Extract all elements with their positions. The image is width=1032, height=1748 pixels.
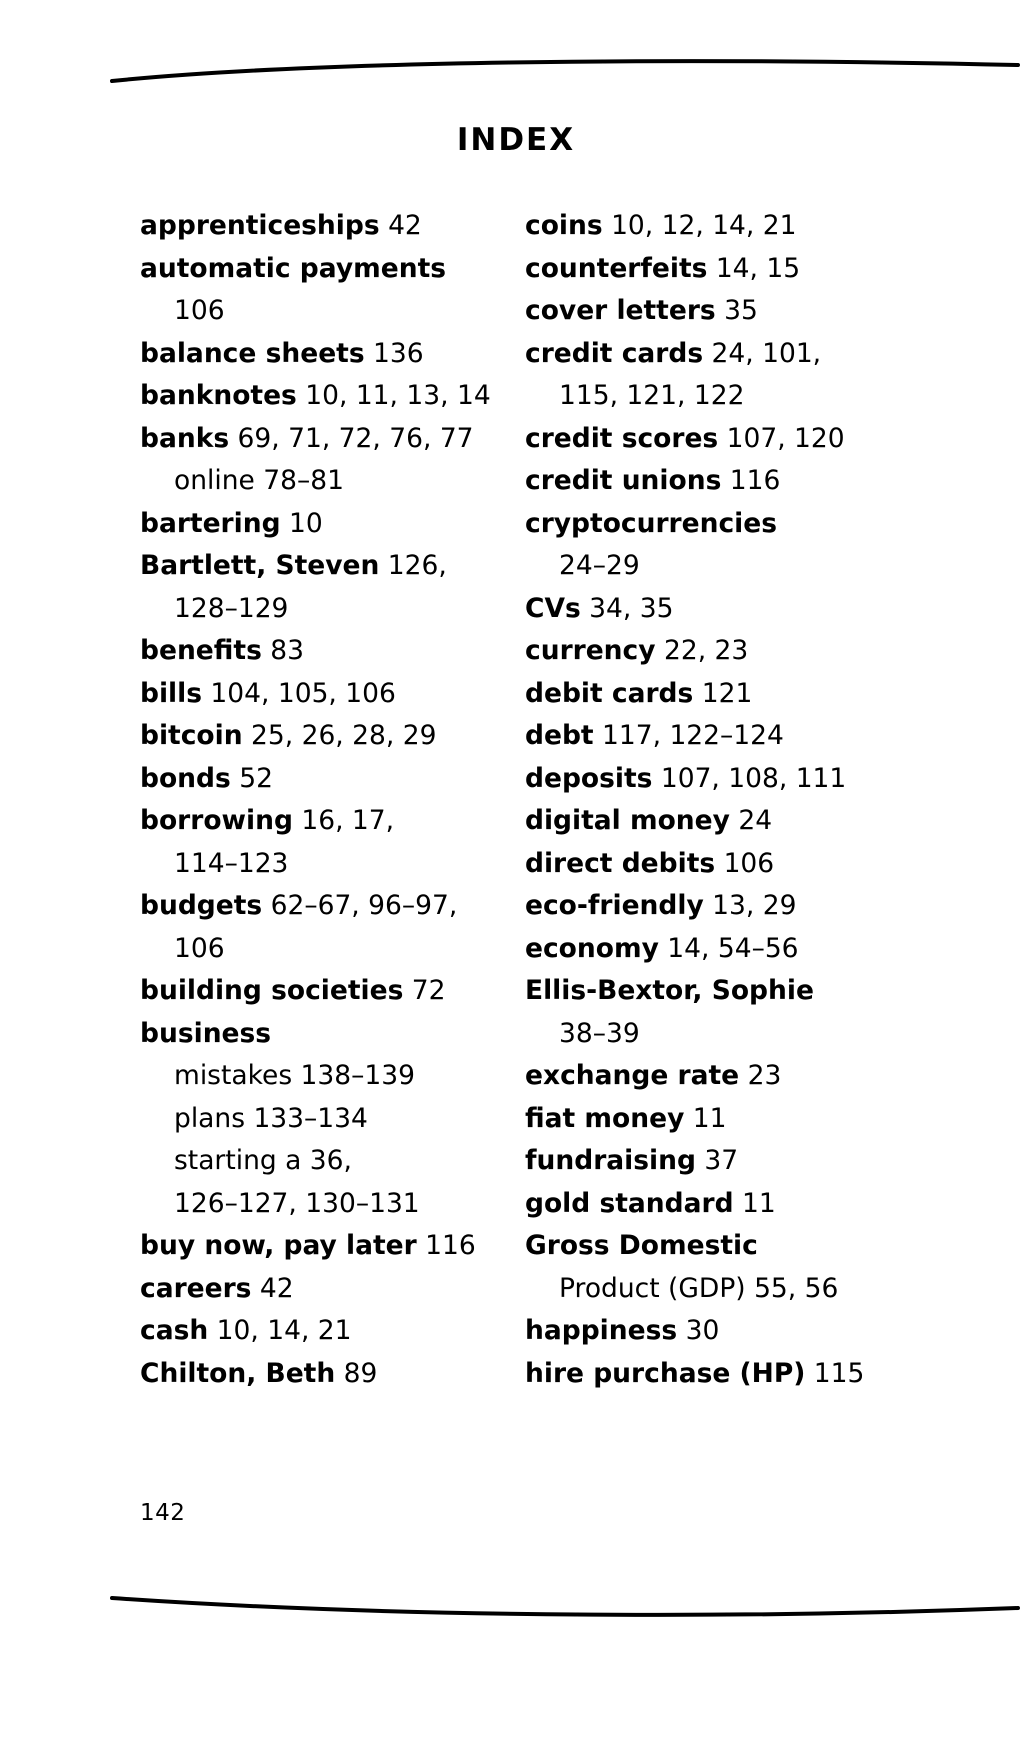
index-entry-pages: 22, 23	[655, 635, 749, 666]
index-entry	[525, 673, 880, 716]
index-entry	[140, 970, 525, 1013]
index-columns	[140, 205, 880, 1395]
index-entry-term: fiat money	[525, 1102, 685, 1134]
index-entry	[140, 1268, 525, 1311]
index-entry-pages: 55, 56	[745, 1272, 839, 1304]
index-entry-term: fundraising	[525, 1145, 696, 1176]
index-entry-pages: 42	[251, 1272, 294, 1304]
index-entry	[525, 928, 880, 971]
index-entry	[525, 1225, 880, 1268]
index-entry-pages: 52	[230, 762, 273, 794]
index-entry	[525, 418, 880, 461]
index-entry-pages: 69, 71, 72, 76, 77	[229, 422, 474, 454]
index-entry-term: debit cards	[525, 677, 694, 709]
index-entry-term: apprenticeships	[140, 210, 380, 241]
index-entry	[525, 1140, 880, 1183]
index-entry	[525, 248, 880, 291]
index-entry	[525, 1055, 880, 1098]
index-entry-pages: 11	[733, 1187, 776, 1219]
index-entry-term: business	[140, 1017, 272, 1049]
index-entry	[140, 1225, 525, 1268]
index-column-left	[140, 205, 525, 1395]
index-entry-term: deposits	[525, 762, 653, 794]
index-entry-term: hire purchase (HP)	[525, 1357, 806, 1389]
index-entry-pages: 116	[416, 1230, 476, 1261]
index-entry	[525, 290, 880, 333]
index-entry-term: borrowing	[140, 805, 293, 836]
index-entry-term: bonds	[140, 762, 231, 794]
index-entry-term: Product (GDP)	[559, 1272, 746, 1304]
index-entry	[140, 1013, 525, 1056]
index-entry	[140, 333, 525, 376]
page-number: 142	[140, 1500, 186, 1526]
index-entry-pages: 121	[693, 677, 753, 709]
index-entry-term: banks	[140, 422, 230, 454]
index-entry-term: credit unions	[525, 465, 722, 496]
index-entry-continuation: 114–123	[174, 847, 289, 879]
index-entry	[140, 885, 525, 928]
index-entry-pages: 13, 29	[703, 890, 797, 921]
index-entry-term: direct debits	[525, 847, 716, 879]
index-entry	[525, 630, 880, 673]
index-subentry: starting a 36,	[174, 1145, 352, 1176]
index-entry-continuation: 115, 121, 122	[559, 380, 745, 411]
index-entry-continuation: 128–129	[174, 592, 289, 624]
index-entry-term: gold standard	[525, 1187, 734, 1219]
index-entry-term: bills	[140, 677, 202, 709]
index-entry-pages: 14, 15	[707, 252, 801, 284]
page-top-rule	[110, 55, 1020, 85]
index-entry-term: Bartlett, Steven	[140, 550, 380, 581]
index-entry-pages: 42	[379, 210, 422, 241]
index-entry-term: benefits	[140, 635, 262, 666]
index-entry-term: buy now, pay later	[140, 1230, 417, 1261]
index-entry-pages: 115	[805, 1357, 865, 1389]
index-entry-pages: 25, 26, 28, 29	[242, 720, 437, 751]
index-entry-term: credit cards	[525, 337, 704, 369]
index-entry	[525, 715, 880, 758]
index-entry-term: automatic payments	[140, 252, 447, 284]
index-entry	[140, 673, 525, 716]
index-entry	[140, 630, 525, 673]
index-subentry: plans 133–134	[174, 1102, 368, 1134]
index-entry-term: digital money	[525, 805, 730, 836]
index-entry	[140, 375, 525, 418]
index-entry-pages: 107, 108, 111	[652, 762, 847, 794]
index-entry-pages: 16, 17,	[292, 805, 395, 836]
index-entry-term: bartering	[140, 507, 281, 539]
index-entry-continuation	[525, 1268, 880, 1311]
index-entry-pages: 35	[715, 295, 758, 326]
index-entry-pages: 37	[695, 1145, 739, 1176]
index-entry	[525, 1098, 880, 1141]
index-entry	[525, 885, 880, 928]
index-entry-term: counterfeits	[525, 252, 708, 284]
index-entry	[525, 503, 880, 546]
index-entry	[525, 1310, 880, 1353]
index-entry-term: Gross Domestic	[525, 1230, 758, 1261]
index-subentry: online 78–81	[174, 465, 344, 496]
index-entry-pages: 10, 14, 21	[208, 1315, 352, 1346]
index-entry-term: cash	[140, 1315, 209, 1346]
index-entry-pages: 14, 54–56	[658, 932, 799, 964]
index-entry	[525, 1353, 880, 1396]
index-entry-term: careers	[140, 1272, 252, 1304]
index-entry-pages: 126,	[379, 550, 447, 581]
index-entry-term: currency	[525, 635, 656, 666]
index-entry-pages: 11	[684, 1102, 727, 1134]
index-entry-term: coins	[525, 210, 603, 241]
index-entry-pages: 24	[729, 805, 773, 836]
index-entry-term: building societies	[140, 975, 404, 1006]
index-entry	[525, 843, 880, 886]
page-bottom-rule	[110, 1590, 1020, 1630]
index-entry-term: credit scores	[525, 422, 719, 454]
index-entry-pages: 10, 11, 13, 14	[296, 380, 491, 411]
index-entry-continuation: 24–29	[559, 550, 640, 581]
index-entry	[140, 503, 525, 546]
index-entry	[140, 418, 525, 461]
index-entry	[140, 715, 525, 758]
index-entry	[525, 460, 880, 503]
index-entry-term: eco-friendly	[525, 890, 704, 921]
index-entry-pages: 136	[364, 337, 424, 369]
index-entry	[140, 758, 525, 801]
index-entry-pages: 10, 12, 14, 21	[602, 210, 797, 241]
index-entry-pages: 116	[721, 465, 781, 496]
index-entry-term: budgets	[140, 890, 263, 921]
index-entry	[525, 970, 880, 1013]
index-entry-term: cover letters	[525, 295, 716, 326]
index-entry	[525, 1183, 880, 1226]
index-entry-continuation: 38–39	[559, 1017, 640, 1049]
index-entry	[140, 1353, 525, 1396]
index-entry	[140, 800, 525, 843]
page-title: INDEX	[456, 122, 576, 158]
index-entry-term: Chilton, Beth	[140, 1357, 336, 1389]
index-entry	[140, 1310, 525, 1353]
index-entry-pages: 107, 120	[718, 422, 845, 454]
index-entry-pages: 83	[261, 635, 305, 666]
index-entry-term: Ellis-Bextor, Sophie	[525, 975, 814, 1006]
index-entry-term: CVs	[525, 592, 581, 624]
index-entry-pages: 104, 105, 106	[202, 677, 396, 709]
index-subentry: mistakes 138–139	[174, 1060, 415, 1091]
index-column-right	[525, 205, 880, 1395]
index-entry	[525, 333, 880, 376]
index-entry-term: debt	[525, 720, 594, 751]
index-entry	[140, 545, 525, 588]
index-entry-term: cryptocurrencies	[525, 507, 777, 539]
index-entry	[525, 588, 880, 631]
index-entry-term: economy	[525, 932, 659, 964]
index-entry-term: exchange rate	[525, 1060, 740, 1091]
index-entry-term: happiness	[525, 1315, 678, 1346]
index-entry-pages: 106	[715, 847, 775, 879]
index-entry-pages: 117, 122–124	[593, 720, 784, 751]
index-entry-pages: 62–67, 96–97,	[262, 890, 458, 921]
index-entry-pages: 72	[403, 975, 446, 1006]
index-entry-pages: 34, 35	[580, 592, 674, 624]
index-subentry: 126–127, 130–131	[174, 1187, 420, 1219]
index-entry-term: banknotes	[140, 380, 297, 411]
index-entry-continuation: 106	[174, 932, 225, 964]
index-entry-pages: 10	[280, 507, 323, 539]
index-entry-term: bitcoin	[140, 720, 243, 751]
index-entry	[525, 758, 880, 801]
index-entry-pages: 30	[677, 1315, 720, 1346]
index-entry-pages: 89	[335, 1357, 378, 1389]
index-entry-term: balance sheets	[140, 337, 365, 369]
index-entry	[140, 248, 525, 291]
index-entry	[525, 800, 880, 843]
index-entry-pages: 24, 101,	[703, 337, 822, 369]
index-entry	[140, 205, 525, 248]
index-entry-pages: 23	[739, 1060, 782, 1091]
index-entry-continuation: 106	[174, 295, 225, 326]
index-entry	[525, 205, 880, 248]
